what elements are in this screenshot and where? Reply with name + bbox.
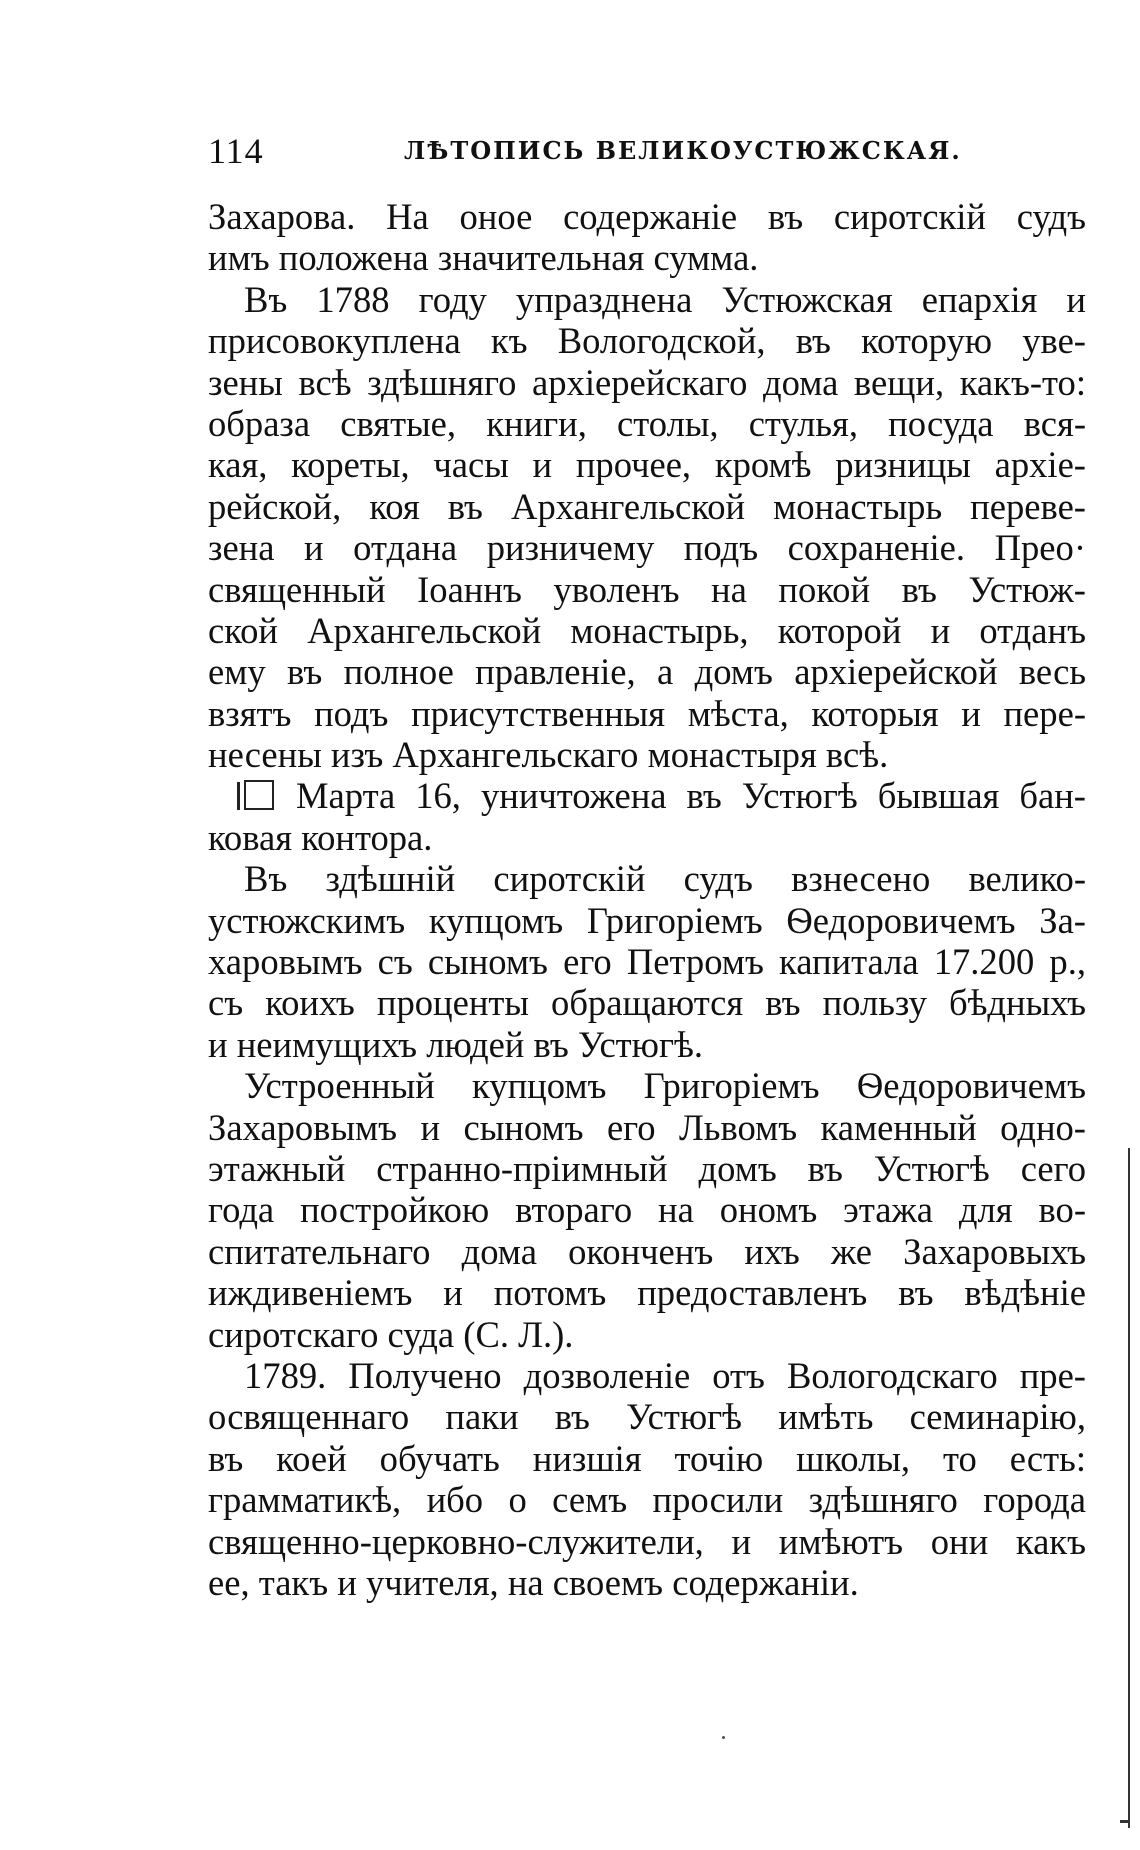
text-line: Въ здѣшній сиротскій судъ взнесено велико-	[244, 858, 1086, 900]
scan-edge-line	[1128, 1148, 1130, 1828]
text-line: кая, кореты, часы и прочее, кромѣ ризницы архіе-	[208, 444, 1086, 486]
page-number: 114	[208, 131, 264, 171]
text-line: ской Архангельской монастырь, которой и отданъ	[208, 609, 1086, 651]
text-line: Въ 1788 году упразднена Устюжская епархія и	[244, 278, 1086, 320]
text-line: образа святые, книги, столы, стулья, посуда вся-	[208, 402, 1086, 444]
text-line: грамматикѣ, ибо о семъ просили здѣшняго города	[208, 1479, 1086, 1521]
text-line: года постройкою втораго на ономъ этажа для во-	[208, 1189, 1086, 1231]
text-line: зена и отдана ризничему подъ сохраненіе. Прео·	[208, 527, 1086, 569]
running-title: ЛѢТОПИСЬ ВЕЛИКОУСТЮЖСКАЯ.	[404, 136, 962, 165]
text-line: сиротскаго суда (С. Л.).	[208, 1313, 574, 1355]
text-line: ее, такъ и учителя, на своемъ содержаніи.	[208, 1561, 859, 1603]
text-line: устюжскимъ купцомъ Григоріемъ Ѳедоровичемъ За-	[208, 899, 1086, 941]
text-line: освященнаго паки въ Устюгѣ имѣть семинарію,	[208, 1396, 1086, 1438]
text-line: рейской, коя въ Архангельской монастырь переве-	[208, 485, 1086, 527]
text-line: священный Іоаннъ уволенъ на покой въ Устюж-	[208, 568, 1086, 610]
marginal-box-mark	[244, 780, 274, 810]
scan-edge-line	[1120, 1820, 1130, 1823]
text-line: 1789. Получено дозволеніе отъ Вологодскаго пре-	[244, 1354, 1086, 1396]
text-line: иждивеніемъ и потомъ предоставленъ въ вѣдѣніе	[208, 1272, 1086, 1314]
text-line: Марта 16, уничтожена въ Устюгѣ бывшая бан-	[296, 775, 1086, 817]
page-header	[208, 130, 1088, 180]
scan-speck	[722, 1736, 725, 1739]
text-line-with-mark	[208, 775, 1086, 816]
text-line: въ коей обучать низшія точію школы, то есть:	[208, 1437, 1086, 1479]
text-line: зены всѣ здѣшняго архіерейскаго дома вещи, какъ-то:	[208, 361, 1086, 403]
text-line: ковая контора.	[208, 816, 433, 858]
text-line: священно-церковно-служители, и имѣютъ они какъ	[208, 1520, 1086, 1562]
text-line: Захаровымъ и сыномъ его Львомъ каменный одно-	[208, 1106, 1086, 1148]
body-text	[208, 196, 1086, 1603]
text-line: Устроенный купцомъ Григоріемъ Ѳедоровичемъ	[244, 1065, 1086, 1107]
text-line: имъ положена значительная сумма.	[208, 237, 759, 279]
text-line: и неимущихъ людей въ Устюгѣ.	[208, 1023, 703, 1065]
text-line: несены изъ Архангельскаго монастыря всѣ.	[208, 734, 889, 776]
text-line: съ коихъ проценты обращаются въ пользу бѣдныхъ	[208, 982, 1086, 1024]
text-line: спитательнаго дома оконченъ ихъ же Захаровыхъ	[208, 1230, 1086, 1272]
text-line: Захарова. На оное содержаніе въ сиротскій судъ	[208, 196, 1086, 237]
text-line: взятъ подъ присутственныя мѣста, которыя и пере-	[208, 692, 1086, 734]
text-line: присовокуплена къ Вологодской, въ которую уве-	[208, 320, 1086, 362]
text-line: этажный странно-пріимный домъ въ Устюгѣ сего	[208, 1147, 1086, 1189]
text-line: ему въ полное правленіе, а домъ архіерейской весь	[208, 651, 1086, 693]
text-line: харовымъ съ сыномъ его Петромъ капитала 17.200 р.,	[208, 941, 1086, 983]
